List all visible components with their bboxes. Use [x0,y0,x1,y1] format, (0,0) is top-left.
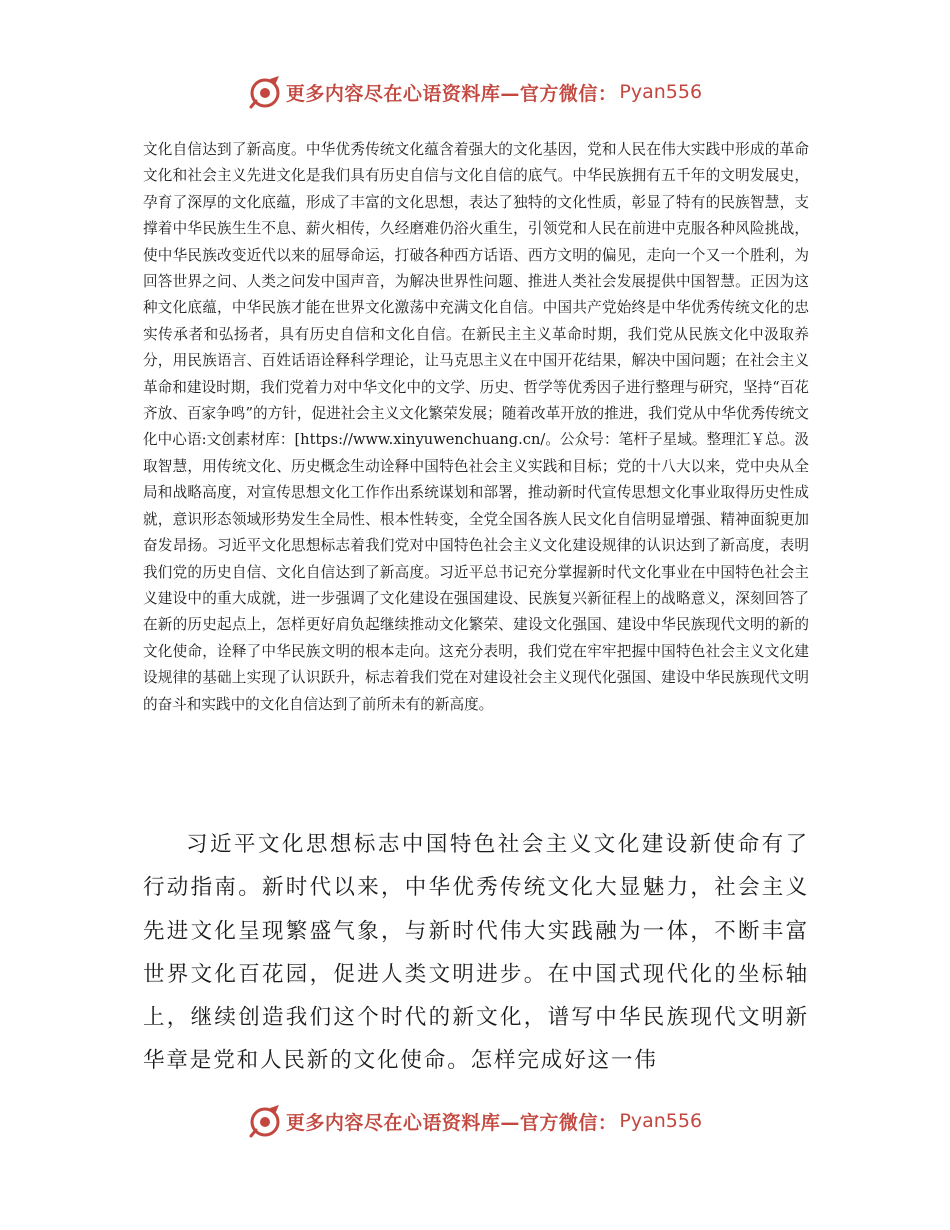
body-paragraph-2: 习近平文化思想标志中国特色社会主义文化建设新使命有了行动指南。新时代以来，中华优秀传统文化大显魅力，社会主义先进文化呈现繁盛气象，与新时代伟大实践融为一体，不断丰富世界文化百花园，促进人类文明进步。在中国式现代化的坐标轴上，继续创造我们这个时代的新文化，谱写中华民族现代文明新华章是党和人民新的文化使命。怎样完成好这一伟 [143,832,809,1074]
body-paragraph-1: 文化自信达到了新高度。中华优秀传统文化蕴含着强大的文化基因，党和人民在伟大实践中形成的革命文化和社会主义先进文化是我们具有历史自信与文化自信的底气。中华民族拥有五千年的文明发展史，孕育了深厚的文化底蕴，形成了丰富的文化思想，表达了独特的文化性质，彰显了特有的民族智慧，支撑着中华民族生生不息、薪火相传，久经磨难仍浴火重生，引领党和人民在前进中克服各种风险挑战，使中华民族改变近代以来的屈辱命运，打破各种西方话语、西方文明的偏见，走向一个又一个胜利，为回答世界之问、人类之问发中国声音，为解决世界性问题、推进人类社会发展提供中国智慧。正因为这种文化底蕴，中华民族才能在世界文化激荡中充满文化自信。中国共产党始终是中华优秀传统文化的忠实传承者和弘扬者，具有历史自信和文化自信。在新民主主义革命时期，我们党从民族文化中汲取养分，用民族语言、百姓话语诠释科学理论，让马克思主义在中国开花结果，解决中国问题；在社会主义革命和建设时期，我们党着力对中华文化中的文学、历史、哲学等优秀因子进行整理与研究，坚持“百花齐放、百家争鸣”的方针，促进社会主义文化繁荣发展；随着改革开放的推进，我们党从中华优秀传统文化中心语:文创素材库：[https://www.xinyuwenchuang.cn/。公众号：笔杆子星域。整理汇￥总。汲取智慧，用传统文化、历史概念生动诠释中国特色社会主义实践和目标；党的十八大以来，党中央从全局和战略高度，对宣传思想文化工作作出系统谋划和部署，推动新时代宣传思想文化事业取得历史性成就，意识形态领域形势发生全局性、根本性转变，全党全国各族人民文化自信明显增强、精神面貌更加奋发昂扬。习近平文化思想标志着我们党对中国特色社会主义文化建设规律的认识达到了新高度，表明我们党的历史自信、文化自信达到了新高度。习近平总书记充分掌握新时代文化事业在中国特色社会主义建设中的重大成就，进一步强调了文化建设在强国建设、民族复兴新征程上的战略意义，深刻回答了在新的历史起点上，怎样更好肩负起继续推动文化繁荣、建设文化强国、建设中华民族现代文明的新的文化使命，诠释了中华民族文明的根本走向。这充分表明，我们党在牢牢把握中国特色社会主义文化建设规律的基础上实现了认识跃升，标志着我们党在对建设社会主义现代化强国、建设中华民族现代文明的奋斗和实践中的文化自信达到了前所未有的新高度。 [143,141,809,713]
footer-watermark-banner [0,1101,950,1141]
header-watermark-banner [0,72,950,112]
logo-icon [248,75,282,109]
logo-icon [248,1104,282,1138]
banner-text: 更多内容尽在心语资料库—官方微信： [285,82,618,105]
banner-text: 更多内容尽在心语资料库—官方微信： [285,1111,618,1134]
banner-wechat-handle: Pyan556 [619,1110,703,1132]
banner-wechat-handle: Pyan556 [619,81,703,103]
